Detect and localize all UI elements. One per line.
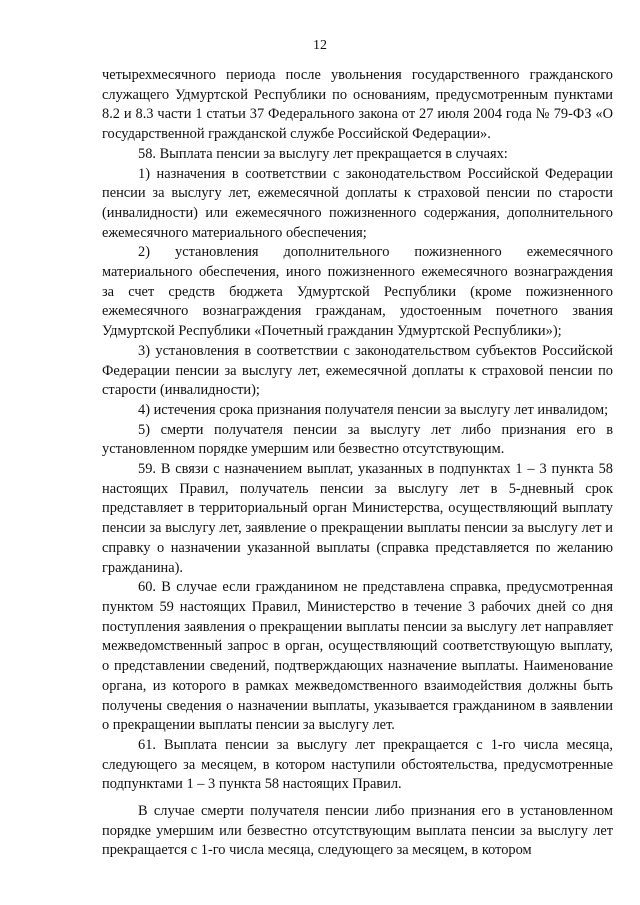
paragraph-58-item-1: 1) назначения в соответствии с законодательством Российской Федерации пенсии за выслугу лет, ежемесячной доплаты к страховой пенсии по старости (инвалидности) или ежемесячного пожизненного содержания, дополнительного ежемесячного материального обеспечения;: [102, 165, 613, 241]
paragraph-58-item-2: 2) установления дополнительного пожизненного ежемесячного материального обеспечения, иного пожизненного ежемесячного вознаграждения за счет средств бюджета Удмуртской Республики (кроме пожизненного ежемесячного вознаграждения гражданам, удостоенным почетного звания Удмуртской Республики «Почетный гражданин Удмуртской Республики»);: [102, 244, 613, 340]
paragraph-61: 61. Выплата пенсии за выслугу лет прекращается с 1-го числа месяца, следующего за месяцем, в котором наступили обстоятельства, предусмотренные подпунктами 1 – 3 пункта 58 настоящих Правил.: [102, 736, 613, 793]
paragraph-58-item-4: 4) истечения срока признания получателя пенсии за выслугу лет инвалидом;: [138, 401, 609, 418]
paragraph-58-item-3: 3) установления в соответствии с законодательством субъектов Российской Федерации пенсии за выслугу лет, ежемесячной доплаты к страховой пенсии по старости (инвалидности);: [102, 342, 613, 399]
paragraph-60: 60. В случае если гражданином не представлена справка, предусмотренная пунктом 59 настоящих Правил, Министерство в течение 3 рабочих дней со дня поступления заявления о прекращении выплаты пенсии за выслугу лет направляет межведомственный запрос в орган, осуществляющий соответствующую выплату, о представлении сведений, подтверждающих назначение выплаты. Наименование органа, из которого в рамках межведомственного взаимодействия должны быть получены сведения о назначении выплаты, указывается гражданином в заявлении о прекращении выплаты пенсии за выслугу лет.: [102, 579, 613, 734]
document-body: [102, 66, 613, 861]
paragraph-58-item-5: 5) смерти получателя пенсии за выслугу лет либо признания его в установленном порядке умершим или безвестно отсутствующим.: [102, 421, 613, 458]
paragraph-61-continuation: В случае смерти получателя пенсии либо признания его в установленном порядке умершим или безвестно отсутствующим выплата пенсии за выслугу лет прекращается с 1-го числа месяца, следующего за месяцем, в котором: [102, 803, 613, 859]
page-number: 12: [313, 38, 327, 53]
paragraph-58: 58. Выплата пенсии за выслугу лет прекращается в случаях:: [138, 145, 508, 162]
paragraph-continuation: четырехмесячного периода после увольнения государственного гражданского служащего Удмуртской Республики по основаниям, предусмотренным пунктами 8.2 и 8.3 части 1 статьи 37 Федерального закона от 27 июля 2004 года № 79-ФЗ «О государственной гражданской службе Российской Федерации».: [102, 67, 613, 143]
paragraph-59: 59. В связи с назначением выплат, указанных в подпунктах 1 – 3 пункта 58 настоящих Правил, получатель пенсии за выслугу лет в 5-дневный срок представляет в территориальный орган Министерства, осуществляющий выплату пенсии за выслугу лет, заявление о прекращении выплаты пенсии за выслугу лет и справку о назначении указанной выплаты (справка представляется по желанию гражданина).: [102, 461, 613, 576]
